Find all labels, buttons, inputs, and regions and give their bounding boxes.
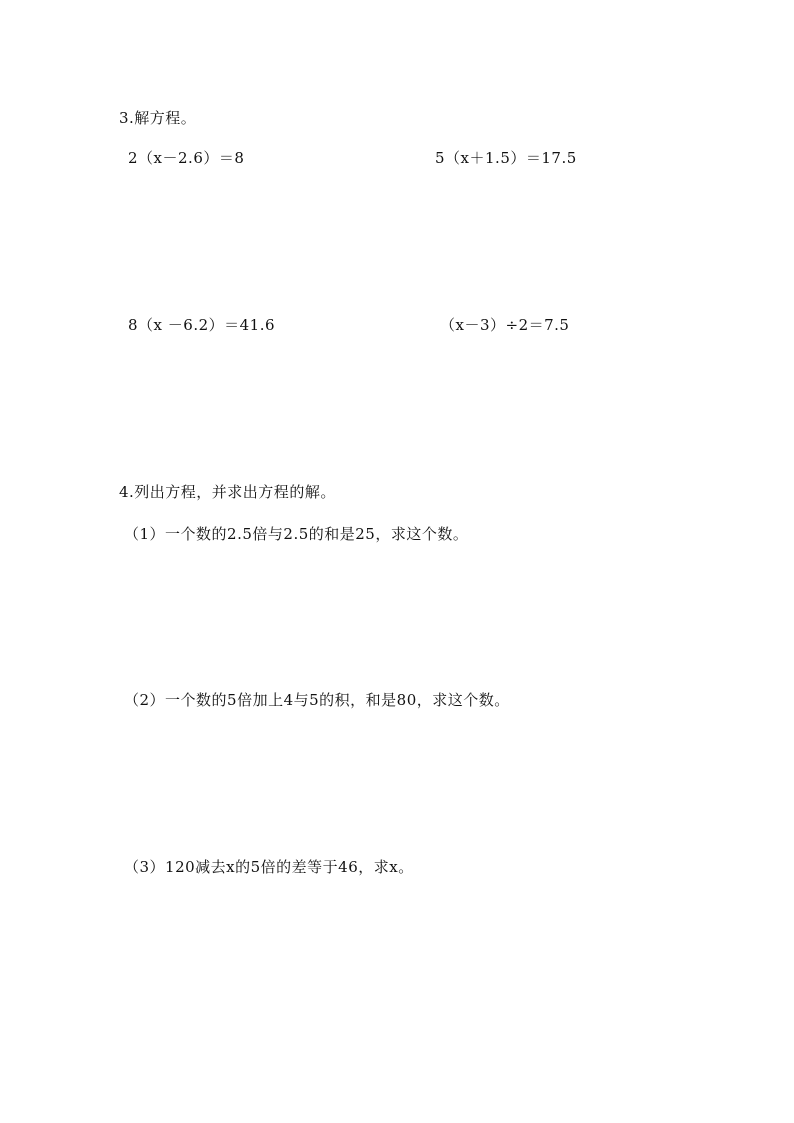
section-4-title: 4.列出方程，并求出方程的解。 [119,483,336,501]
equation-2: 5（x＋1.5）＝17.5 [435,149,577,167]
equation-3: 8（x －6.2）＝41.6 [128,316,276,334]
word-problem-3: （3）120减去x的5倍的差等于46，求x。 [124,858,414,876]
section-3-title: 3.解方程。 [119,109,197,127]
word-problem-2: （2）一个数的5倍加上4与5的积，和是80，求这个数。 [124,691,510,709]
word-problem-1: （1）一个数的2.5倍与2.5的和是25，求这个数。 [124,525,469,543]
equation-4: （x－3）÷2＝7.5 [440,316,570,334]
equation-1: 2（x－2.6）＝8 [128,149,245,167]
